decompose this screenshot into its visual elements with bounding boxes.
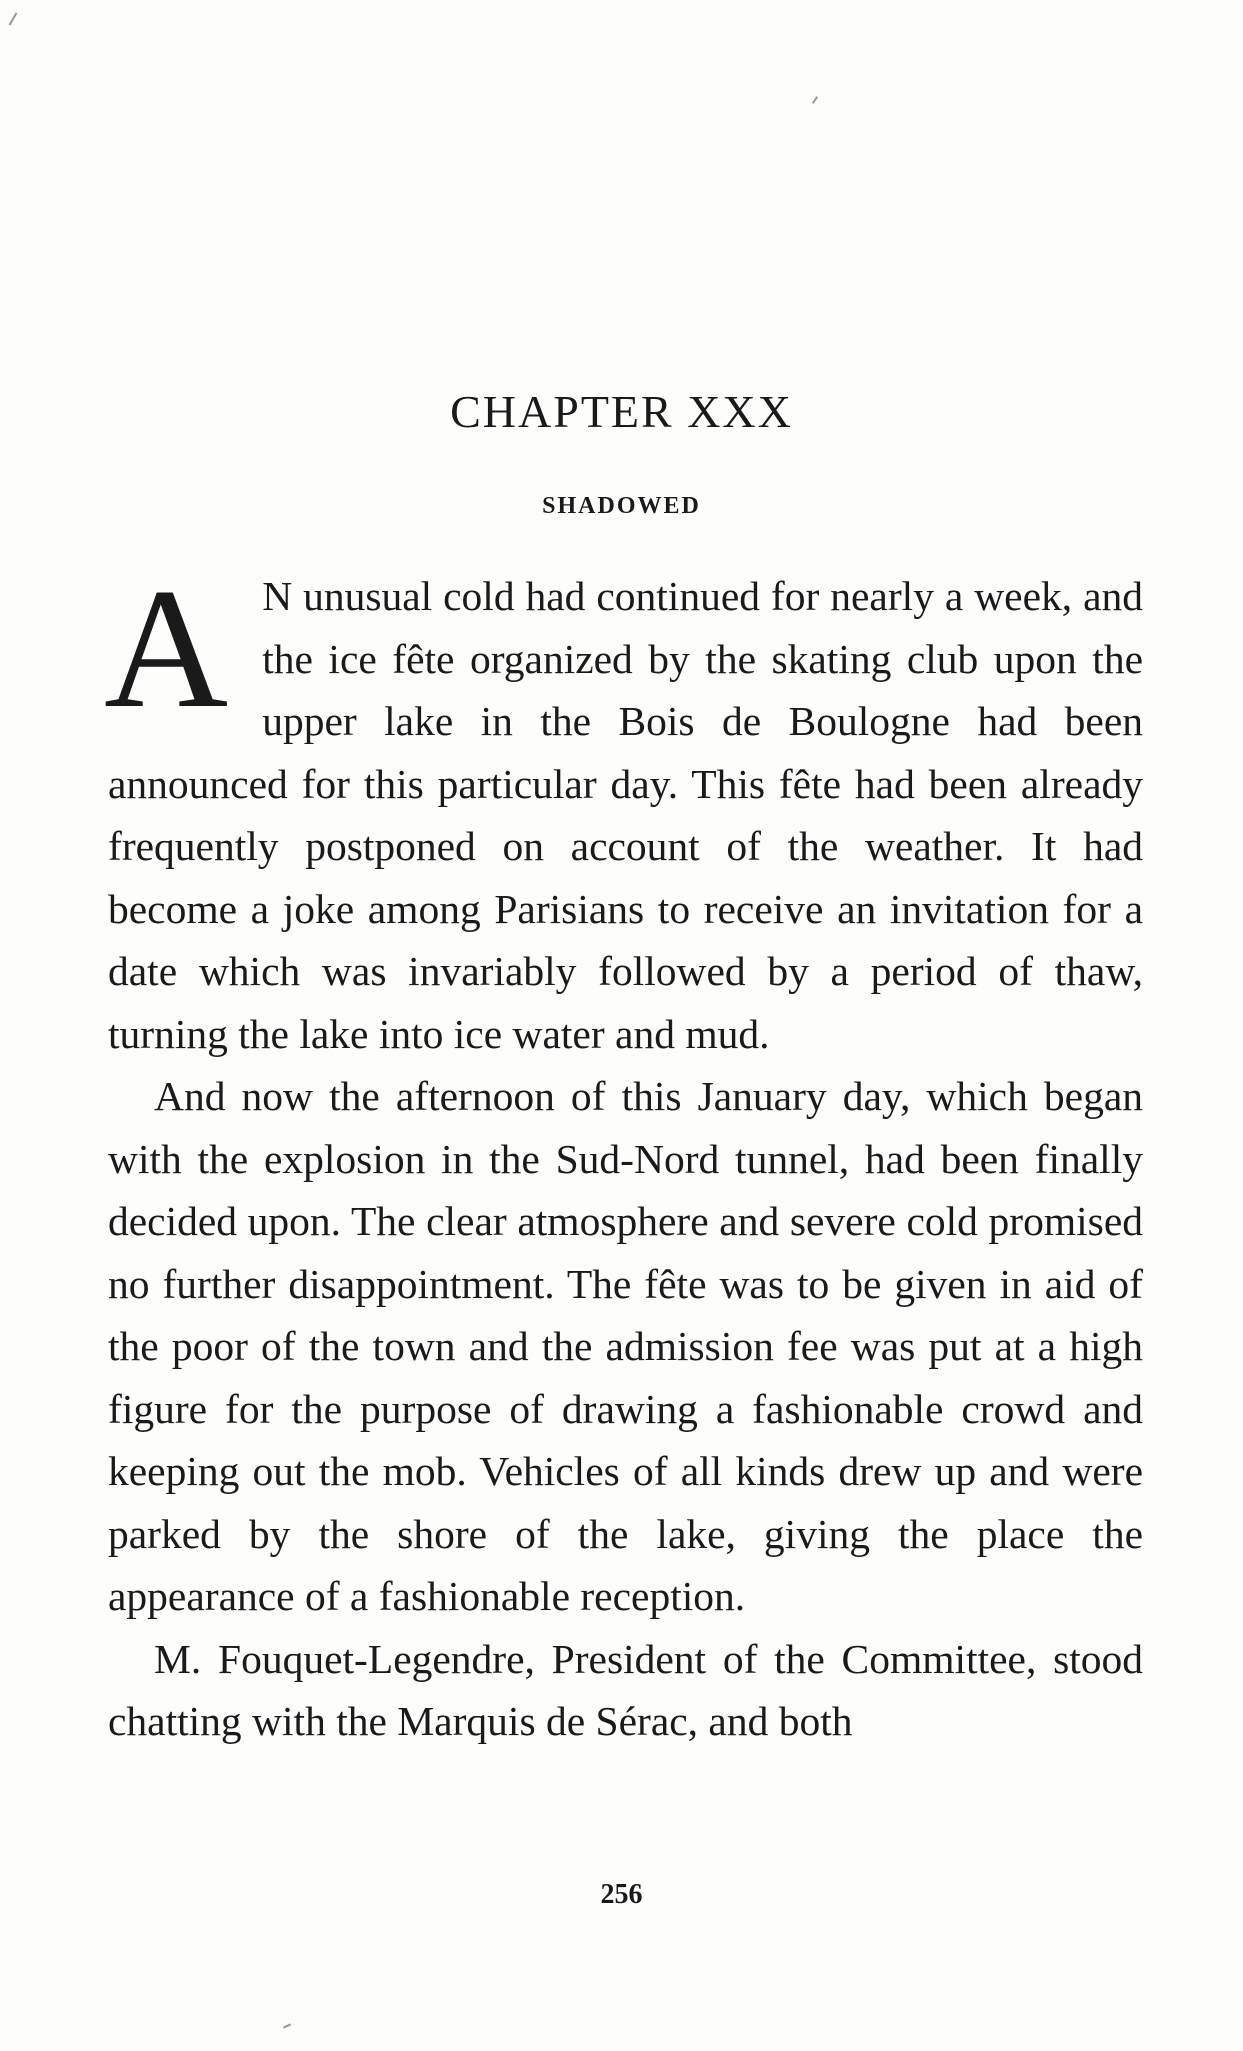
stray-mark — [283, 2023, 291, 2028]
paragraph-1-text: N unusual cold had continued for nearly a week, and the ice fête organized by the skating club upon the upper lake in the Bois de Boulogne had been announced for this particular day. This fête had been already frequently postponed on account of the weather. It had become a joke among Parisians to receive an invitation for a date which was invariably followed by a period of thaw, turning the lake into ice water and mud. — [108, 573, 1143, 1057]
body-text — [104, 554, 1143, 1753]
stray-mark — [9, 12, 18, 25]
stray-mark — [812, 96, 818, 104]
paragraph-1 — [104, 554, 1143, 1065]
paragraph-2: And now the afternoon of this January day, which began with the explosion in the Sud-Nord tunnel, had been finally decided upon. The clear atmosphere and severe cold promised no further disappointment. The fête was to be given in aid of the poor of the town and the admission fee was put at a high figure for the purpose of drawing a fashionable crowd and keeping out the mob. Vehicles of all kinds drew up and were parked by the shore of the lake, giving the place the appearance of a fashionable reception. — [108, 1073, 1143, 1619]
chapter-subtitle: SHADOWED — [542, 493, 701, 519]
drop-cap: A — [104, 554, 229, 744]
chapter-title: CHAPTER XXX — [450, 386, 793, 437]
page-number: 256 — [600, 1879, 643, 1910]
paragraph-3: M. Fouquet-Legendre, President of the Committee, stood chatting with the Marquis de Sérac, and both — [108, 1635, 1143, 1744]
